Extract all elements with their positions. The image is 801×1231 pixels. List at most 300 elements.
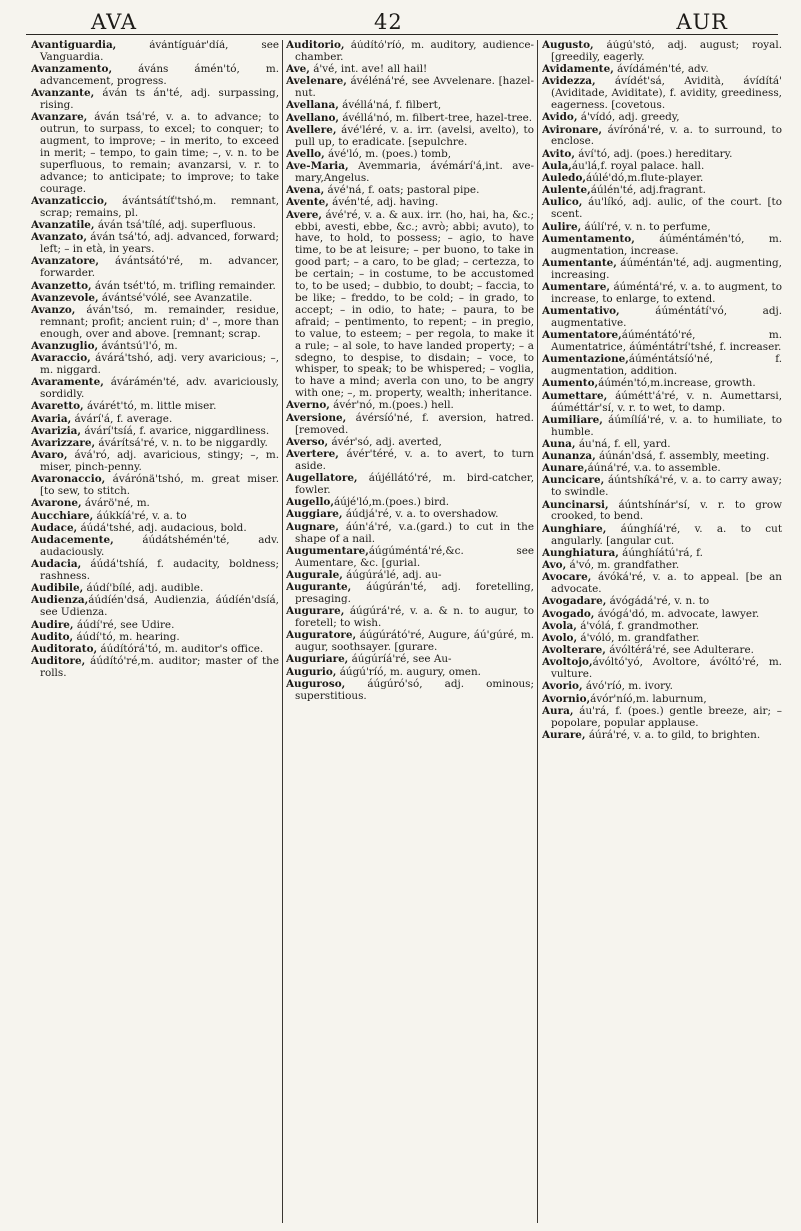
column-divider [537, 40, 538, 1223]
dictionary-entry [31, 64, 279, 88]
headword: Auledo, [542, 172, 586, 185]
definition: áúlé'dó,m.flute-player. [586, 172, 704, 185]
definition: áúdá'tshé, adj. audacious, bold. [77, 521, 247, 534]
headword: Avanzato, [31, 231, 87, 244]
headword: Avanzatile, [31, 219, 95, 232]
headword: Ave, [286, 63, 310, 76]
headword: Avorio, [542, 680, 583, 693]
dictionary-entry [31, 535, 279, 559]
headword: Avido, [542, 111, 578, 124]
dictionary-entry [542, 560, 782, 572]
dictionary-entry [542, 197, 782, 221]
definition: áúná'ré, v.a. to assemble. [587, 462, 721, 475]
dictionary-entry [542, 125, 782, 149]
dictionary-entry [542, 633, 782, 645]
definition: ávé'ló, m. (poes.) tomb, [324, 147, 452, 160]
headword: Avellano, [286, 111, 340, 124]
headword: Audace, [31, 521, 78, 534]
dictionary-entry [286, 40, 534, 64]
definition: áu'lá,f. royal palace. hall. [571, 159, 705, 172]
definition: áúdátshémén'té, adv. audaciously. [40, 533, 279, 558]
definition: áúméntá'ré, v. a. to augment, to increase, to enlarge, to extend. [551, 280, 782, 305]
definition: áúméntátsíó'né, f. augmentation, addition. [551, 353, 782, 378]
headword: Avogadare, [542, 595, 607, 608]
definition: ávárámén'té, adv. avariciously, sordidly. [40, 376, 279, 401]
definition: ávérsíó'né, f. aversion, hatred. [removed. [295, 411, 534, 436]
headword: Aucchiare, [31, 509, 94, 522]
dictionary-entry [31, 232, 279, 256]
definition: á'vé, int. ave! all hail! [309, 63, 428, 76]
definition: ávárö'né, m. [81, 497, 150, 510]
headword: Avente, [286, 196, 329, 209]
definition: áúgúrá'ré, v. a. & n. to augur, to foretell; to wish. [295, 605, 534, 630]
dictionary-entry [542, 524, 782, 548]
dictionary-entry [286, 570, 534, 582]
definition: ávántsú'l'ó, m. [98, 339, 178, 352]
definition: ávé'léré, v. a. irr. (avelsi, avelto), to pull up, to eradicate. [sepulchre. [295, 123, 534, 148]
headword: Auguriare, [286, 653, 349, 666]
headword: Auncicare, [542, 474, 605, 487]
dictionary-entry [286, 400, 534, 412]
dictionary-entry [286, 522, 534, 546]
headword: Audienza, [31, 594, 89, 607]
headword: Avola, [542, 619, 577, 632]
dictionary-entry [31, 511, 279, 523]
header-right-guide-word: AUR [676, 10, 728, 34]
headword: Avelenare, [286, 75, 347, 88]
dictionary-entry [542, 330, 782, 354]
definition: áúgúríá'ré, see Au- [348, 653, 452, 666]
headword: Aumentante, [542, 256, 617, 269]
page-number: 42 [374, 10, 403, 34]
dictionary-entry [542, 173, 782, 185]
dictionary-entry [542, 463, 782, 475]
definition: áúgúrá'lé, adj. au- [342, 568, 442, 581]
definition: áúdí'tó, m. hearing. [73, 630, 180, 643]
headword: Aumiliare, [542, 413, 603, 426]
definition: áván tsá'tó, adj. advanced, forward; left; – in età, in years. [40, 231, 279, 256]
definition: ávárá'tshó, adj. very avaricious; –, m. niggard. [40, 352, 279, 377]
dictionary-entry [542, 76, 782, 112]
headword: Aumentazione, [542, 353, 629, 366]
headword: Aumentamento, [542, 232, 635, 245]
headword: Aunghiatura, [542, 546, 619, 559]
definition: áúgúró'só, adj. ominous; superstitious. [295, 677, 534, 702]
definition: ávíróná'ré, v. a. to surround, to enclose. [551, 123, 782, 148]
definition: áván tsá'ré, v. a. to advance; to outrun, to surpass, to excel; to conquer; to augment, to improve; – in merito, to exceed in merit; – tempo, to gain time; –, v. n. to be superfluous, to remain; avanzarsi, v. r. to advance; to anticipate; to improve; to take courage. [40, 111, 279, 195]
definition: áúdí'bílé, adj. audible. [83, 582, 204, 595]
dictionary-entry [286, 449, 534, 473]
dictionary-entry [542, 548, 782, 560]
definition: ávóltó'yó, Avoltore, ávóltó'ré, m. vulture. [551, 656, 782, 681]
headword: Augumentare, [286, 544, 369, 557]
definition: áúméntámén'tó, m. augmentation, increase. [551, 232, 782, 257]
headword: Aula, [542, 159, 572, 172]
headword: Aumento, [542, 377, 599, 390]
definition: áún'á'ré, v.a.(gard.) to cut in the shape of a nail. [295, 520, 534, 545]
dictionary-entry [31, 341, 279, 353]
dictionary-entry [542, 645, 782, 657]
dictionary-entry [31, 196, 279, 220]
dictionary-entry [286, 113, 534, 125]
dictionary-entry [31, 498, 279, 510]
definition: ávér'só, adj. averted, [328, 435, 442, 448]
definition: áúmén'tó,m.increase, growth. [598, 377, 756, 390]
definition: áván ts án'té, adj. surpassing, rising. [40, 87, 279, 112]
dictionary-entry [286, 185, 534, 197]
definition: ávídét'sá, Avidità, ávídítá' (Aviditade, Aviditate), f. avidity, greediness, eagerness. [covetous. [551, 75, 782, 112]
headword: Avaro, [31, 449, 68, 462]
headword: Augurante, [286, 581, 352, 594]
dictionary-entry [542, 706, 782, 730]
dictionary-entry [31, 305, 279, 341]
dictionary-entry [286, 197, 534, 209]
headword: Avantiguardia, [31, 40, 117, 51]
headword: Avanzetto, [31, 279, 92, 292]
dictionary-entry [286, 667, 534, 679]
dictionary-entry [31, 656, 279, 680]
headword: Avanzevole, [31, 291, 99, 304]
dictionary-entry [286, 654, 534, 666]
dictionary-entry [542, 258, 782, 282]
headword: Avaramente, [31, 376, 104, 389]
definition: á'vídó, adj. greedy, [577, 111, 680, 124]
definition: áúdító'ríó, m. auditory, audience-chamber. [295, 40, 534, 63]
dictionary-entry [286, 630, 534, 654]
dictionary-entry [542, 730, 782, 742]
dictionary-entry [542, 694, 782, 706]
definition: ávántsátíť'tshó,m. remnant, scrap; remains, pl. [40, 194, 279, 219]
definition: áu'líkó, adj. aulic, of the court. [to scent. [551, 196, 782, 221]
headword: Augurio, [286, 665, 337, 678]
headword: Avello, [286, 147, 325, 160]
dictionary-entry [542, 112, 782, 124]
headword: Avarone, [31, 497, 82, 510]
dictionary-entry [542, 475, 782, 499]
definition: áúméntán'té, adj. augmenting, increasing. [551, 256, 782, 281]
headword: Aumentare, [542, 280, 611, 293]
headword: Avocare, [542, 571, 592, 584]
dictionary-entry [542, 451, 782, 463]
headword: Auditore, [31, 655, 86, 668]
headword: Avolterare, [542, 644, 606, 657]
definition: áván tsá'tílé, adj. superfluous. [94, 219, 256, 232]
headword: Auguroso, [286, 677, 346, 690]
definition: ávé'ré, v. a. & aux. irr. (ho, hai, ha, &c.; ebbi, avesti, ebbe, &c.; avrò; abbi; avuto), to have, to hold, to possess; – agio, to have time, to be at leisure; – per buono, to take in good part; – a caro, to be glad; – certezza, to be certain; – in costume, to be accustomed to, to be used; – dubbio, to doubt; – faccia, to be like; – freddo, to be cold; – in grado, to accept; – in odio, to hate; – paura, to be afraid; – pentimento, to repent; – in pregio, to value, to esteem; – per regola, to make it a rule; – al sole, to have landed property; – a sdegno, to despise, to disdain; – voce, to whisper, to speak; to be whispered; – voglia, to have a mind; averla con uno, to be angry with one; –, m. property, wealth; inheritance. [295, 208, 534, 400]
headword: Auditorio, [286, 40, 345, 51]
headword: Augellatore, [286, 472, 358, 485]
definition: áu'rá, f. (poes.) gentle breeze, air; – popolare, popular applause. [551, 704, 782, 729]
headword: Avito, [542, 147, 575, 160]
definition: ávén'té, adj. having. [328, 196, 439, 209]
headword: Aversione, [286, 411, 347, 424]
headword: Averno, [286, 399, 330, 412]
dictionary-entry [542, 681, 782, 693]
dictionary-entry [31, 414, 279, 426]
headword: Avere, [286, 208, 322, 221]
dictionary-entry [31, 426, 279, 438]
definition: áúmílíá'ré, v. a. to humiliate, to humble. [551, 413, 782, 438]
headword: Avaretto, [31, 400, 84, 413]
column-divider [282, 40, 283, 1223]
headword: Avaria, [31, 412, 72, 425]
definition: áví'tó, adj. (poes.) hereditary. [574, 147, 733, 160]
dictionary-entry [31, 438, 279, 450]
definition: ávídámén'té, adv. [613, 63, 709, 76]
dictionary-entry [542, 64, 782, 76]
headword: Avellere, [286, 123, 337, 136]
definition: ávéllá'nó, m. filbert-tree, hazel-tree. [339, 111, 533, 124]
headword: Avidamente, [542, 63, 614, 76]
definition: áúdító'ré,m. auditor; master of the rolls. [40, 655, 279, 680]
headword: Aumentatore, [542, 329, 622, 342]
headword: Avanzatore, [31, 255, 100, 268]
headword: Avanzare, [31, 111, 88, 124]
headword: Avertere, [286, 447, 339, 460]
dictionary-entry [542, 306, 782, 330]
dictionary-entry [286, 210, 534, 401]
definition: áu'ná, f. ell, yard. [575, 437, 671, 450]
column-1 [31, 40, 279, 1225]
dictionary-entry [286, 679, 534, 703]
headword: Averso, [286, 435, 329, 448]
dictionary-entry [542, 378, 782, 390]
definition: áúnghíá'ré, v. a. to cut angularly. [angular cut. [551, 522, 782, 547]
definition: áúdá'tshíá, f. audacity, boldness; rashness. [40, 558, 279, 582]
definition: á'vó, m. grandfather. [566, 558, 680, 571]
definition: áúntshíká'ré, v. a. to carry away; to swindle. [551, 474, 782, 499]
headword: Avanzaticcio, [31, 194, 108, 207]
definition: ávárí'á, f. average. [71, 412, 173, 425]
definition: á'vólá, f. grandmother. [576, 619, 699, 632]
definition: ávóltérá'ré, see Adulterare. [605, 644, 754, 657]
headword: Aulico, [542, 196, 583, 209]
dictionary-entry [286, 149, 534, 161]
definition: áúnghíátú'rá, f. [618, 546, 703, 559]
headword: Aura, [542, 704, 574, 717]
dictionary-entry [286, 582, 534, 606]
definition: áújé'ló,m.(poes.) bird. [333, 496, 450, 509]
definition: áúdítórá'tó, m. auditor's office. [97, 642, 264, 655]
dictionary-entry [31, 40, 279, 64]
dictionary-entry [542, 621, 782, 633]
definition: áúgúméntá'ré,&c. see Aumentare, &c. [gurial. [295, 544, 534, 569]
definition: áúlí'ré, v. n. to perfume, [581, 220, 711, 233]
headword: Avolo, [542, 631, 578, 644]
headword: Avornio, [542, 692, 591, 705]
dictionary-entry [31, 353, 279, 377]
headword: Auncinarsi, [542, 498, 609, 511]
headword: Avanzo, [31, 303, 76, 316]
headword: Augurale, [286, 568, 343, 581]
dictionary-entry [31, 595, 279, 619]
dictionary-entry [31, 377, 279, 401]
headword: Avironare, [542, 123, 603, 136]
dictionary-entry [31, 632, 279, 644]
definition: Avemmaria, ávémárí'á,int. ave-mary,Angelus. [295, 160, 534, 185]
dictionary-entry [542, 500, 782, 524]
definition: áván'tsó, m. remainder, residue, remnant; profit; ancient ruin; d' –, more than enough, over and above. [remnant; scrap. [40, 303, 279, 340]
headword: Augnare, [286, 520, 339, 533]
definition: ávántíguár'díá, see Vanguardia. [40, 40, 279, 63]
headword: Audacemente, [31, 533, 114, 546]
definition: áúgú'stó, adj. august; royal. [greedily, eagerly. [551, 40, 782, 63]
definition: áúméntátí'vó, adj. augmentative. [551, 305, 782, 329]
headword: Ave-Maria, [286, 160, 349, 173]
definition: ávér'nó, m.(poes.) hell. [329, 399, 454, 412]
definition: ávé'ná, f. oats; pastoral pipe. [324, 184, 480, 197]
dictionary-entry [542, 354, 782, 378]
dictionary-entry [542, 161, 782, 173]
dictionary-entry [286, 76, 534, 100]
headword: Avarizzare, [31, 436, 96, 449]
dictionary-entry [286, 125, 534, 149]
headword: Aulire, [542, 220, 582, 233]
definition: áúnán'dsá, f. assembly, meeting. [595, 450, 770, 463]
dictionary-entry [542, 572, 782, 596]
dictionary-entry [542, 439, 782, 451]
dictionary-entry [31, 256, 279, 280]
dictionary-entry [31, 293, 279, 305]
dictionary-entry [31, 559, 279, 583]
definition: áúlén'té, adj.fragrant. [590, 184, 706, 197]
headword: Aumentativo, [542, 305, 620, 318]
definition: áújéllátó'ré, m. bird-catcher, fowler. [295, 472, 534, 496]
definition: ávárónä'tshó, m. great miser. [to sew, to stitch. [40, 473, 279, 498]
dictionary-entry [31, 474, 279, 498]
definition: ávéléná'ré, see Avvelenare. [hazel-nut. [295, 75, 534, 100]
definition: áváns ámén'tó, m. advancement, progress. [40, 63, 279, 88]
dictionary-entry [542, 609, 782, 621]
dictionary-entry [542, 415, 782, 439]
headword: Auggiare, [286, 508, 343, 521]
definition: ávóká'ré, v. a. to appeal. [be an advocate. [551, 571, 782, 596]
definition: ávór'níó,m. laburnum, [590, 692, 707, 705]
dictionary-entry [286, 509, 534, 521]
headword: Audibile, [31, 582, 84, 595]
definition: ává'ró, adj. avaricious, stingy; –, m. miser, pinch-penny. [40, 449, 279, 474]
definition: ávéllá'ná, f. filbert, [338, 99, 442, 112]
dictionary-entry [31, 281, 279, 293]
dictionary-entry [542, 185, 782, 197]
definition: áúméntátó'ré, m. Aumentatrice, áúméntátrí'tshé, f. increaser. [551, 329, 782, 354]
dictionary-entry [286, 161, 534, 185]
definition: áván tsét'tó, m. trifling remainder. [91, 279, 276, 292]
dictionary-entry [542, 282, 782, 306]
headword: Aunare, [542, 462, 588, 475]
dictionary-entry [542, 234, 782, 258]
definition: áúkkíá'ré, v. a. to [93, 509, 187, 522]
headword: Auguratore, [286, 629, 357, 642]
dictionary-entry [286, 606, 534, 630]
dictionary-entry [542, 596, 782, 608]
headword: Avo, [542, 558, 567, 571]
dictionary-entry [286, 64, 534, 76]
dictionary-entry [542, 149, 782, 161]
definition: ávántsátó'ré, m. advancer, forwarder. [40, 255, 279, 280]
dictionary-entry [31, 88, 279, 112]
headword: Audito, [31, 630, 74, 643]
definition: áúntshínár'sí, v. r. to grow crooked, to bend. [551, 498, 782, 523]
dictionary-entry [542, 222, 782, 234]
headword: Audacia, [31, 558, 82, 571]
dictionary-entry [286, 413, 534, 437]
definition: ávárét'tó, m. little miser. [83, 400, 217, 413]
headword: Auna, [542, 437, 576, 450]
definition: ávér'téré, v. a. to avert, to turn aside. [295, 447, 534, 472]
definition: áúdjá'ré, v. a. to overshadow. [342, 508, 499, 521]
dictionary-entry [31, 523, 279, 535]
headword: Avaraccio, [31, 352, 91, 365]
dictionary-entry [542, 391, 782, 415]
dictionary-entry [31, 112, 279, 195]
definition: ávántsé'vólé, see Avanzatile. [98, 291, 253, 304]
definition: áúmétt'á'ré, v. n. Aumettarsi, áúméttár'sí, v. r. to wet, to damp. [551, 389, 782, 414]
headword: Audire, [31, 618, 74, 631]
headword: Augusto, [542, 40, 594, 51]
headword: Auditorato, [31, 642, 98, 655]
definition: áúdí'ré, see Udire. [73, 618, 175, 631]
headword: Augurare, [286, 605, 345, 618]
headword: Avaronaccio, [31, 473, 106, 486]
headword: Avogado, [542, 607, 595, 620]
dictionary-entry [286, 473, 534, 497]
headword: Augello, [286, 496, 334, 509]
definition: áúgúrán'té, adj. foretelling, presaging. [295, 581, 534, 605]
dictionary-entry [31, 644, 279, 656]
dictionary-entry [31, 401, 279, 413]
definition: ávógá'dó, m. advocate, lawyer. [594, 607, 760, 620]
headword: Avidezza, [542, 75, 596, 88]
dictionary-entry [31, 583, 279, 595]
headword: Avellana, [286, 99, 339, 112]
dictionary-entry [542, 657, 782, 681]
column-2 [286, 40, 534, 1225]
definition: áúrá'ré, v. a. to gild, to brighten. [585, 728, 761, 741]
dictionary-entry [286, 100, 534, 112]
headword: Avanzuglio, [31, 339, 99, 352]
headword: Aurare, [542, 728, 586, 741]
headword: Aunanza, [542, 450, 596, 463]
definition: ávárí'tsíá, f. avarice, niggardliness. [81, 424, 270, 437]
definition: ávó'ríó, m. ivory. [582, 680, 673, 693]
column-3 [542, 40, 782, 1225]
header-left-guide-word: AVA [91, 10, 138, 34]
definition: áúgúrátó'ré, Augure, áú'gúré, m. augur, soothsayer. [gurare. [295, 629, 534, 654]
headword: Avarizia, [31, 424, 82, 437]
definition: áúdíén'dsá, Audienzia, áúdíén'dsíá, see Udienza. [40, 594, 279, 619]
dictionary-entry [31, 220, 279, 232]
dictionary-entry [31, 620, 279, 632]
definition: á'vóló, m. grandfather. [577, 631, 700, 644]
dictionary-entry [542, 40, 782, 64]
dictionary-entry [286, 437, 534, 449]
definition: áúgú'ríó, m. augury, omen. [336, 665, 481, 678]
dictionary-entry [286, 497, 534, 509]
headword: Avena, [286, 184, 325, 197]
definition: ávógádá'ré, v. n. to [606, 595, 710, 608]
headword: Aumettare, [542, 389, 608, 402]
headword: Avoltojo, [542, 656, 593, 669]
dictionary-entry [286, 546, 534, 570]
definition: ávárítsá'ré, v. n. to be niggardly. [95, 436, 268, 449]
headword: Avanzante, [31, 87, 95, 100]
header-rule [26, 34, 778, 35]
headword: Aulente, [542, 184, 591, 197]
headword: Avanzamento, [31, 63, 113, 76]
headword: Aunghiare, [542, 522, 607, 535]
dictionary-entry [31, 450, 279, 474]
